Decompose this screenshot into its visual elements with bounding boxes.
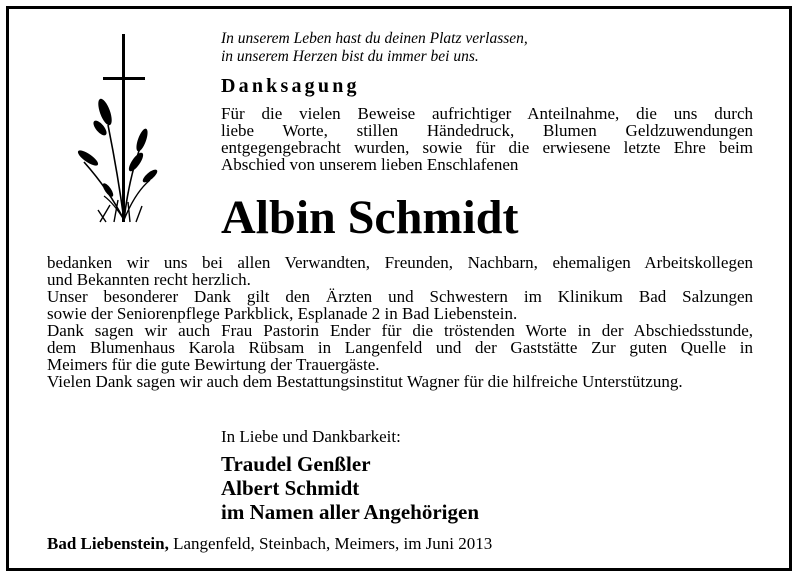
intro-line: entgegengebracht wurden, sowie für die erwiesene letzte Ehre beim <box>221 138 753 157</box>
cross-with-wheat-icon <box>70 30 160 230</box>
signer-name: Albert Schmidt <box>221 476 360 500</box>
signers <box>221 452 479 524</box>
intro-paragraph <box>221 105 753 173</box>
body-line: Vielen Dank sagen wir auch dem Bestattungsinstitut Wagner für die hilfreiche Unterstützung. <box>47 372 683 391</box>
heading: Danksagung <box>221 75 360 97</box>
intro-line: Für die vielen Beweise aufrichtiger Anteilnahme, die uns durch <box>221 104 753 123</box>
closing-line: In Liebe und Dankbarkeit: <box>221 427 401 446</box>
footer-place: Bad Liebenstein, <box>47 534 169 553</box>
footer-place-date <box>47 534 492 554</box>
body-line: Dank sagen wir auch Frau Pastorin Ender für die tröstenden Worte in der Abschiedsstunde, <box>47 321 753 340</box>
body-line: Unser besonderer Dank gilt den Ärzten und Schwestern im Klinikum Bad Salzungen <box>47 287 753 306</box>
body-line: und Bekannten recht herzlich. <box>47 270 251 289</box>
body-line: sowie der Seniorenpflege Parkblick, Esplanade 2 in Bad Liebenstein. <box>47 304 518 323</box>
body-paragraph <box>47 254 753 390</box>
intro-line: Abschied von unserem lieben Enschlafenen <box>221 155 519 174</box>
footer-locations-date: Langenfeld, Steinbach, Meimers, im Juni 2013 <box>168 534 493 553</box>
body-line: bedanken wir uns bei allen Verwandten, Freunden, Nachbarn, ehemaligen Arbeitskollegen <box>47 253 753 272</box>
body-line: Meimers für die gute Bewirtung der Trauergäste. <box>47 355 380 374</box>
signer-name: Traudel Genßler <box>221 452 371 476</box>
motto-line: In unserem Leben hast du deinen Platz verlassen, <box>221 30 528 47</box>
motto-line: in unserem Herzen bist du immer bei uns. <box>221 48 479 65</box>
deceased-name: Albin Schmidt <box>221 191 519 244</box>
intro-line: liebe Worte, stillen Händedruck, Blumen Geldzuwendungen <box>221 121 753 140</box>
body-line: dem Blumenhaus Karola Rübsam in Langenfeld und der Gaststätte Zur guten Quelle in <box>47 338 753 357</box>
motto-verse <box>221 30 528 66</box>
signer-name: im Namen aller Angehörigen <box>221 500 480 524</box>
